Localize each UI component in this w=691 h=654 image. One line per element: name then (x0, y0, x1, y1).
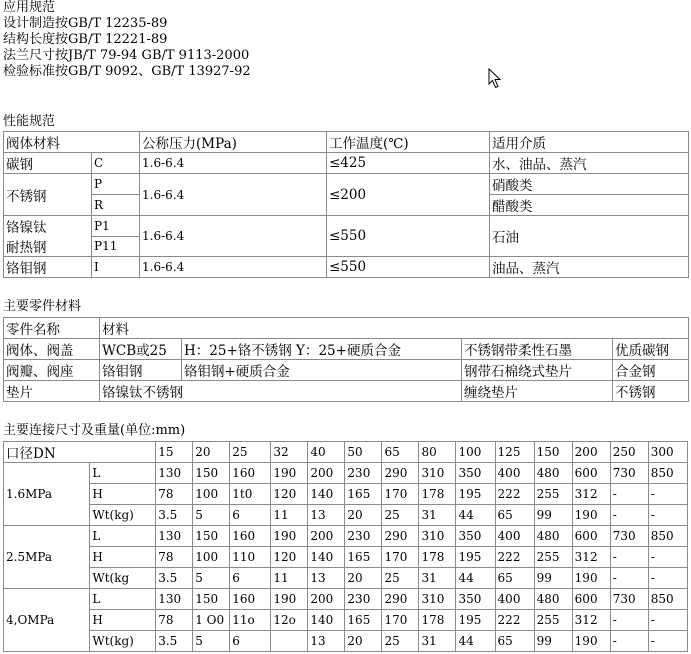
temperature-cell: ≤425 (327, 153, 490, 174)
value-cell: 20 (345, 568, 382, 589)
material-cell: 合金钢 (613, 360, 689, 381)
dimension-label-cell: L (90, 526, 156, 547)
value-cell: 170 (382, 484, 419, 505)
value-cell: 44 (456, 568, 495, 589)
value-cell: - (648, 631, 687, 652)
value-cell: 400 (495, 589, 534, 610)
table-row (4, 153, 689, 174)
application-title: 应用规范 (3, 0, 56, 15)
value-cell: 44 (456, 505, 495, 526)
part-name-cell: 垫片 (4, 381, 100, 402)
value-cell: 20 (345, 631, 382, 652)
value-cell: 78 (156, 547, 193, 568)
value-cell: 178 (419, 547, 456, 568)
dimension-label-cell: Wt(kg (90, 568, 156, 589)
dn-cell: 250 (610, 442, 648, 463)
dn-label: 口径DN (4, 442, 156, 463)
value-cell: 190 (572, 568, 610, 589)
dimension-label-cell: Wt(kg) (90, 505, 156, 526)
material-cell: 不锈钢 (4, 174, 92, 216)
code-cell: P (92, 174, 140, 195)
value-cell: 310 (419, 463, 456, 484)
value-cell: 480 (534, 463, 572, 484)
value-cell: 600 (572, 463, 610, 484)
value-cell: 5 (193, 568, 230, 589)
value-cell: - (648, 568, 687, 589)
header-temperature: 工作温度(℃) (327, 132, 490, 153)
value-cell: 480 (534, 526, 572, 547)
table-row (4, 339, 689, 360)
material-cell: 不锈钢 (613, 381, 689, 402)
part-name-cell: 阀体、阀盖 (4, 339, 100, 360)
medium-cell: 石油 (490, 216, 689, 257)
value-cell: 480 (534, 589, 572, 610)
value-cell: 11 (271, 505, 308, 526)
part-name-cell: 阀瓣、阀座 (4, 360, 100, 381)
material-cell: WCB或25 (100, 339, 182, 360)
value-cell: 195 (456, 484, 495, 505)
value-cell: 140 (308, 484, 345, 505)
table-row (4, 568, 688, 589)
header-pressure: 公称压力(MPa) (140, 132, 327, 153)
code-cell: C (92, 153, 140, 174)
value-cell: 100 (193, 547, 230, 568)
value-cell: 25 (382, 631, 419, 652)
value-cell: 400 (495, 526, 534, 547)
value-cell: 195 (456, 610, 495, 631)
value-cell: 11 (271, 568, 308, 589)
material-cell: 铬镍钛 (4, 216, 92, 237)
material-cell: 铬钼钢+硬质合金 (182, 360, 462, 381)
value-cell: 150 (193, 463, 230, 484)
value-cell: 230 (345, 526, 382, 547)
value-cell: 130 (156, 463, 193, 484)
value-cell: 78 (156, 484, 193, 505)
value-cell: 850 (648, 463, 687, 484)
code-cell: I (92, 257, 140, 278)
code-cell: P1 (92, 216, 140, 237)
performance-table (3, 131, 689, 278)
table-row (4, 526, 688, 547)
dn-cell: 32 (271, 442, 308, 463)
value-cell: 195 (456, 547, 495, 568)
pressure-cell: 4,OMPa (4, 589, 90, 652)
dn-cell: 80 (419, 442, 456, 463)
parts-table (3, 317, 689, 402)
code-cell: R (92, 195, 140, 216)
material-cell: 优质碳钢 (613, 339, 689, 360)
value-cell: - (648, 505, 687, 526)
temperature-cell: ≤550 (327, 216, 490, 257)
value-cell: 222 (495, 610, 534, 631)
value-cell: 20 (345, 505, 382, 526)
medium-cell: 醋酸类 (490, 195, 689, 216)
dimensions-table (3, 441, 688, 652)
value-cell: - (648, 610, 687, 631)
value-cell: 190 (271, 526, 308, 547)
value-cell: 165 (345, 610, 382, 631)
table-row (4, 484, 688, 505)
value-cell: 160 (230, 526, 271, 547)
value-cell: 5 (193, 505, 230, 526)
table-row (4, 589, 688, 610)
value-cell: 178 (419, 484, 456, 505)
dn-cell: 150 (534, 442, 572, 463)
mouse-cursor-icon (488, 68, 502, 90)
value-cell: - (648, 484, 687, 505)
value-cell: 6 (230, 568, 271, 589)
value-cell: 190 (572, 631, 610, 652)
value-cell: 65 (495, 631, 534, 652)
value-cell: 310 (419, 526, 456, 547)
table-row (4, 132, 689, 153)
value-cell: 3.5 (156, 631, 193, 652)
value-cell: 290 (382, 463, 419, 484)
value-cell: 400 (495, 463, 534, 484)
dn-cell: 25 (230, 442, 271, 463)
value-cell: 350 (456, 526, 495, 547)
value-cell: 3.5 (156, 568, 193, 589)
table-row (4, 505, 688, 526)
value-cell: 160 (230, 463, 271, 484)
value-cell: 190 (271, 589, 308, 610)
table-row (4, 631, 688, 652)
value-cell: - (610, 568, 648, 589)
application-line: 法兰尺寸按JB/T 79-94 GB/T 9113-2000 (3, 48, 250, 63)
value-cell: 13 (308, 631, 345, 652)
code-cell: P11 (92, 236, 140, 257)
material-cell: 耐热钢 (4, 236, 92, 257)
value-cell: - (610, 547, 648, 568)
value-cell: 730 (610, 463, 648, 484)
pressure-cell: 1.6-6.4 (140, 174, 327, 216)
value-cell: 850 (648, 526, 687, 547)
table-row (4, 257, 689, 278)
value-cell: 31 (419, 568, 456, 589)
dn-cell: 40 (308, 442, 345, 463)
value-cell: 190 (572, 505, 610, 526)
value-cell: - (610, 610, 648, 631)
value-cell: 120 (271, 484, 308, 505)
application-line: 检验标准按GB/T 9092、GB/T 13927-92 (3, 64, 251, 79)
value-cell: 312 (572, 547, 610, 568)
table-row (4, 381, 689, 402)
parts-title: 主要零件材料 (3, 299, 82, 314)
material-cell: 碳钢 (4, 153, 92, 174)
pressure-cell: 1.6-6.4 (140, 216, 327, 257)
dn-cell: 200 (572, 442, 610, 463)
value-cell: 200 (308, 463, 345, 484)
material-cell: 铬钼钢 (100, 360, 182, 381)
medium-cell: 水、油品、蒸汽 (490, 153, 689, 174)
table-row (4, 360, 689, 381)
value-cell: 190 (271, 463, 308, 484)
value-cell: 200 (308, 526, 345, 547)
value-cell: 1t0 (230, 484, 271, 505)
dimensions-title: 主要连接尺寸及重量(单位:mm) (3, 423, 186, 438)
value-cell: 222 (495, 484, 534, 505)
value-cell: 110 (230, 547, 271, 568)
value-cell: 25 (382, 505, 419, 526)
dn-cell: 65 (382, 442, 419, 463)
value-cell: 600 (572, 526, 610, 547)
value-cell: 13 (308, 568, 345, 589)
temperature-cell: ≤550 (327, 257, 490, 278)
value-cell: - (610, 484, 648, 505)
header-medium: 适用介质 (490, 132, 689, 153)
pressure-cell: 1.6-6.4 (140, 257, 327, 278)
value-cell: 140 (308, 547, 345, 568)
value-cell: 170 (382, 610, 419, 631)
value-cell: 290 (382, 589, 419, 610)
value-cell: 44 (456, 631, 495, 652)
value-cell: 600 (572, 589, 610, 610)
table-row (4, 463, 688, 484)
value-cell: 255 (534, 484, 572, 505)
value-cell: 310 (419, 589, 456, 610)
value-cell: 140 (308, 610, 345, 631)
table-row (4, 174, 689, 195)
dn-cell: 100 (456, 442, 495, 463)
medium-cell: 油品、蒸汽 (490, 257, 689, 278)
header-part-name: 零件名称 (4, 318, 100, 339)
value-cell: - (610, 631, 648, 652)
material-cell: H：25+铬不锈钢 Y：25+硬质合金 (182, 339, 462, 360)
dimension-label-cell: L (90, 589, 156, 610)
dn-cell: 50 (345, 442, 382, 463)
value-cell: - (610, 505, 648, 526)
pressure-cell: 2.5MPa (4, 526, 90, 589)
value-cell: 312 (572, 484, 610, 505)
dimension-label-cell: Wt(kg) (90, 631, 156, 652)
value-cell: 160 (230, 589, 271, 610)
value-cell: 1 O0 (193, 610, 230, 631)
value-cell: 850 (648, 589, 687, 610)
material-cell: 钢带石棉绕式垫片 (462, 360, 613, 381)
value-cell: 130 (156, 589, 193, 610)
value-cell: 150 (193, 526, 230, 547)
value-cell: 312 (572, 610, 610, 631)
value-cell: 165 (345, 484, 382, 505)
value-cell: 130 (156, 526, 193, 547)
value-cell: 6 (230, 631, 271, 652)
value-cell: 65 (495, 568, 534, 589)
performance-title: 性能规范 (3, 114, 56, 129)
value-cell: 200 (308, 589, 345, 610)
value-cell: 5 (193, 631, 230, 652)
medium-cell: 硝酸类 (490, 174, 689, 195)
application-section (3, 0, 251, 80)
value-cell: 730 (610, 526, 648, 547)
material-cell: 不锈钢带柔性石墨 (462, 339, 613, 360)
value-cell: 120 (271, 547, 308, 568)
value-cell: 350 (456, 463, 495, 484)
value-cell: 12o (271, 610, 308, 631)
pressure-cell: 1.6MPa (4, 463, 90, 526)
value-cell: 11o (230, 610, 271, 631)
dn-cell: 15 (156, 442, 193, 463)
dimension-label-cell: L (90, 463, 156, 484)
value-cell: - (648, 547, 687, 568)
dimension-label-cell: H (90, 547, 156, 568)
dn-cell: 300 (648, 442, 687, 463)
application-line: 设计制造按GB/T 12235-89 (3, 16, 168, 31)
value-cell: 99 (534, 631, 572, 652)
value-cell: 230 (345, 463, 382, 484)
material-cell: 缠绕垫片 (462, 381, 613, 402)
table-row (4, 318, 689, 339)
material-cell: 铬镍钛不锈钢 (100, 381, 462, 402)
value-cell: 99 (534, 505, 572, 526)
dimension-label-cell: H (90, 484, 156, 505)
header-material: 阀体材料 (4, 132, 140, 153)
value-cell: 178 (419, 610, 456, 631)
value-cell: 730 (610, 589, 648, 610)
value-cell: 350 (456, 589, 495, 610)
value-cell: 290 (382, 526, 419, 547)
material-cell: 铬钼钢 (4, 257, 92, 278)
value-cell: 255 (534, 610, 572, 631)
value-cell: 13 (308, 505, 345, 526)
value-cell: 25 (382, 568, 419, 589)
pressure-cell: 1.6-6.4 (140, 153, 327, 174)
value-cell (271, 631, 308, 652)
value-cell: 170 (382, 547, 419, 568)
value-cell: 230 (345, 589, 382, 610)
dn-cell: 20 (193, 442, 230, 463)
value-cell: 3.5 (156, 505, 193, 526)
value-cell: 31 (419, 505, 456, 526)
value-cell: 6 (230, 505, 271, 526)
table-row (4, 610, 688, 631)
table-row (4, 442, 688, 463)
dn-cell: 125 (495, 442, 534, 463)
header-material: 材料 (100, 318, 689, 339)
value-cell: 165 (345, 547, 382, 568)
value-cell: 100 (193, 484, 230, 505)
value-cell: 255 (534, 547, 572, 568)
value-cell: 150 (193, 589, 230, 610)
temperature-cell: ≤200 (327, 174, 490, 216)
value-cell: 222 (495, 547, 534, 568)
value-cell: 78 (156, 610, 193, 631)
value-cell: 99 (534, 568, 572, 589)
table-row (4, 216, 689, 237)
value-cell: 65 (495, 505, 534, 526)
value-cell: 31 (419, 631, 456, 652)
dimension-label-cell: H (90, 610, 156, 631)
table-row (4, 547, 688, 568)
application-line: 结构长度按GB/T 12221-89 (3, 32, 168, 47)
